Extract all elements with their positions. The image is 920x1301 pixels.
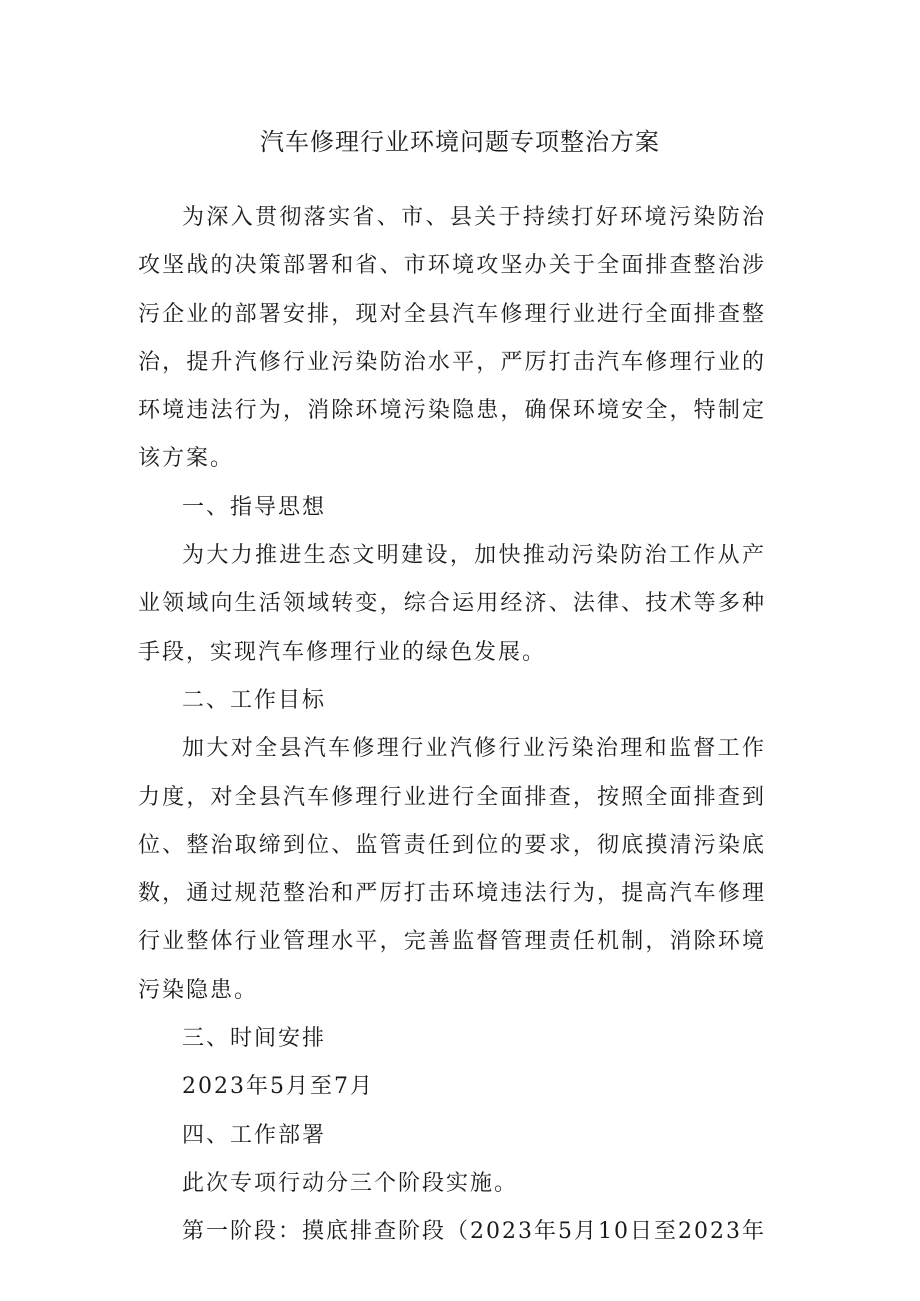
intro-paragraph: 为深入贯彻落实省、市、县关于持续打好环境污染防治攻坚战的决策部署和省、市环境攻坚办关于全面排查整治涉污企业的部署安排，现对全县汽车修理行业进行全面排查整治，提升汽修行业污染防治水平，严厉打击汽车修理行业的环境违法行为，消除环境污染隐患，确保环境安全，特制定该方案。 bbox=[138, 205, 766, 472]
section-heading-work-goals: 二、工作目标 bbox=[182, 687, 327, 713]
work-goals-paragraph: 加大对全县汽车修理行业汽修行业污染治理和监督工作力度，对全县汽车修理行业进行全面排查，按照全面排查到位、整治取缔到位、监管责任到位的要求，彻底摸清污染底数，通过规范整治和严厉打击环境违法行为，提高汽车修理行业整体行业管理水平，完善监督管理责任机制，消除环境污染隐患。 bbox=[138, 736, 766, 1003]
guiding-ideology-paragraph: 为大力推进生态文明建设，加快推动污染防治工作从产业领域向生活领域转变，综合运用经济、法律、技术等多种手段，实现汽车修理行业的绿色发展。 bbox=[138, 543, 766, 665]
document-body bbox=[138, 194, 766, 1257]
section-heading-guiding-ideology: 一、指导思想 bbox=[182, 494, 327, 520]
section-heading-schedule: 三、时间安排 bbox=[182, 1026, 327, 1052]
schedule-paragraph: 2023年5月至7月 bbox=[182, 1074, 374, 1100]
phase-one-paragraph: 第一阶段：摸底排查阶段（2023年5月10日至2023年 bbox=[182, 1219, 766, 1245]
document-title: 汽车修理行业环境问题专项整治方案 bbox=[260, 128, 660, 156]
work-plan-paragraph: 此次专项行动分三个阶段实施。 bbox=[182, 1170, 519, 1196]
section-heading-work-plan: 四、工作部署 bbox=[182, 1122, 327, 1148]
